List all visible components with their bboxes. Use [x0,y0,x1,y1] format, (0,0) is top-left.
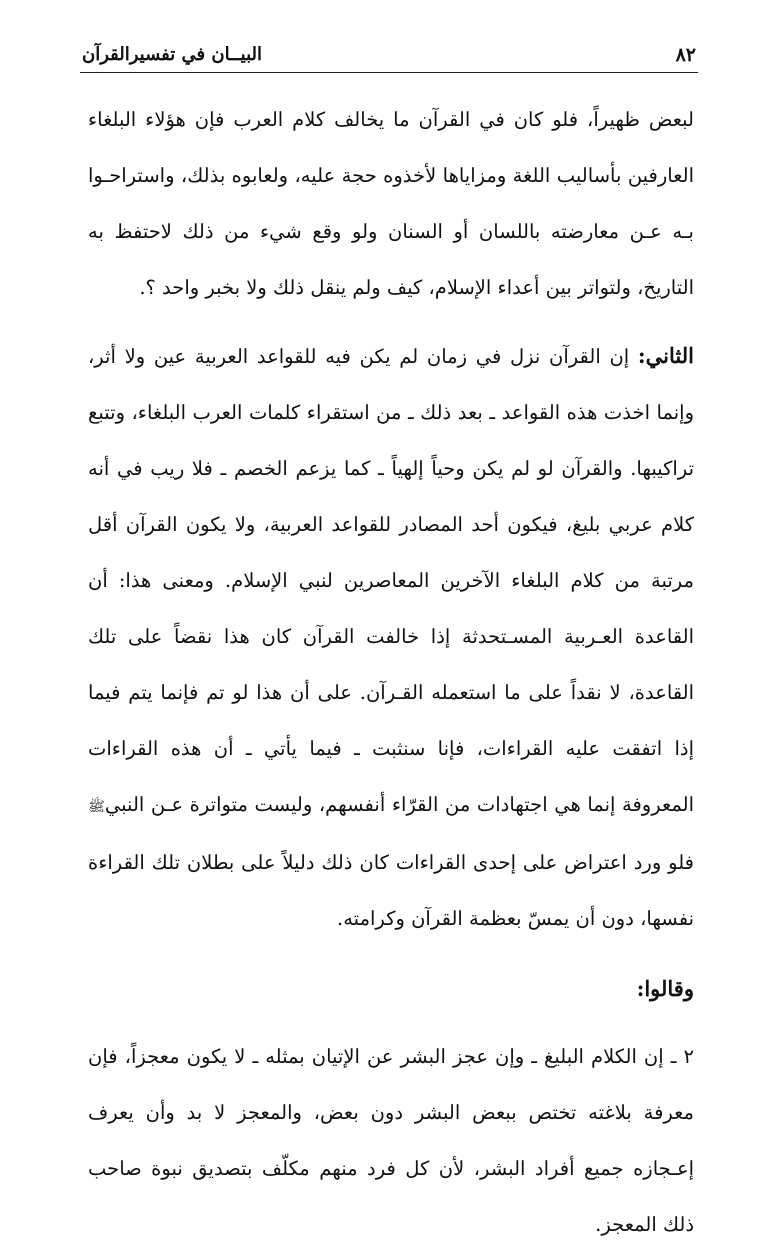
paragraph-2-tail: فلو ورد اعتراض على إحدى القراءات كان ذلك دليلاً على بطلان تلك القراءة نفسها، دون أن يمسّ بعظمة القرآن وكرامته. [88,851,694,930]
paragraph-3: ٢ ـ إن الكلام البليغ ـ وإن عجز البشر عن الإتيان بمثله ـ لا يكون معجزاً، فإن معرفة بلاغته تختص ببعض البشر دون بعض، والمعجز لا بد وأن يعرف إعـجازه جميع أفراد البشر، لأن كل فرد منهم مكلّف بتصديق نبوة صاحب ذلك المعجز. [88,1045,694,1236]
running-title: البيــان في تفسيرالقرآن [82,44,263,65]
paragraph-2 [88,328,694,947]
body-text [88,92,694,1253]
salutation-symbol: ﷺ [88,799,105,815]
section-heading: وقالوا: [636,976,694,1001]
paragraph-2-lead: الثاني: [637,343,694,368]
page-number: ٨٢ [675,44,696,66]
paragraph-1: لبعض ظهيراً، فلو كان في القرآن ما يخالف كلام العرب فإن هؤلاء البلغاء العارفين بأساليب اللغة ومزاياها لأخذوه حجة عليه، ولعابوه بذلك، واستراحـوا بـه عـن معارضته باللسان أو السنان ولو وقع شيء من ذلك لاحتفظ به التاريخ، ولتواتر بين أعداء الإسلام، كيف ولم ينقل ذلك ولا بخبر واحد ؟. [88,108,694,299]
paragraph-2-text: إن القرآن نزل في زمان لم يكن فيه للقواعد العربية عين ولا أثر، وإنما اخذت هذه القواعد ـ بعد ذلك ـ من استقراء كلمات العرب البلغاء، وتتبع تراكيبها. والقرآن لو لم يكن وحياً إلهياً ـ كما يزعم الخصم ـ فلا ريب في أنه كلام عربي بليغ، فيكون أحد المصادر للقواعد العربية، ولا يكون القرآن أقل مرتبة من كلام البلغاء الآخرين المعاصرين لنبي الإسلام. ومعنى هذا: أن القاعدة العـربية المسـتحدثة إذا خالفت القرآن كان هذا نقضاً على تلك القاعدة، لا نقداً على ما استعمله القـرآن. على أن هذا لو تم فإنما يتم فيما إذا اتفقت عليه القراءات، فإنا سنثبت ـ فيما يأتي ـ أن هذه القراءات المعروفة إنما هي اجتهادات من القرّاء أنفسهم، وليست متواترة عـن النبي [88,345,694,816]
running-header [80,38,698,73]
